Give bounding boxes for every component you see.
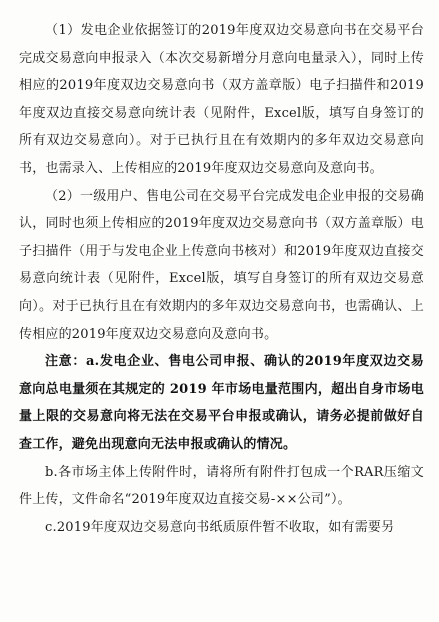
paragraph-note-b: b.各市场主体上传附件时，请将所有附件打包成一个RAR压缩文件上传，文件命名“2019年度双边直接交易-××公司”）。 bbox=[19, 464, 424, 508]
paragraph-generator-declaration: （1）发电企业依据签订的2019年度双边交易意向书在交易平台完成交易意向申报录入（本次交易新增分月意向电量录入），同时上传相应的2019年度双边交易意向书（双方盖章版）电子扫描件和2019年度双边直接交易意向统计表（见附件，Excel版，填写自身签订的所有双边交易意向）。对于已执行且在有效期内的多年双边交易意向书，也需录入、上传相应的2019年度双边交易意向及意向书。 bbox=[19, 23, 424, 176]
paragraph-user-confirmation: （2）一级用户、售电公司在交易平台完成发电企业申报的交易确认，同时也须上传相应的2019年度双边交易意向书（双方盖章版）电子扫描件（用于与发电企业上传意向书核对）和2019年度双边直接交易意向统计表（见附件，Excel版，填写自身签订的所有双边交易意向）。对于已执行且在有效期内的多年双边交易意向书，也需确认、上传相应的2019年度双边交易意向及意向书。 bbox=[19, 188, 424, 342]
paragraph-note-a: 注意：a.发电企业、售电公司申报、确认的2019年度双边交易意向总电量须在其规定的 2019 年市场电量范围内，超出自身市场电量上限的交易意向将无法在交易平台申报或确认，请务必提前做好自查工作，避免出现意向无法申报或确认的情况。 bbox=[19, 354, 424, 452]
document-body bbox=[19, 17, 424, 541]
paragraph-note-c: c.2019年度双边交易意向书纸质原件暂不收取，如有需要另 bbox=[45, 519, 395, 535]
